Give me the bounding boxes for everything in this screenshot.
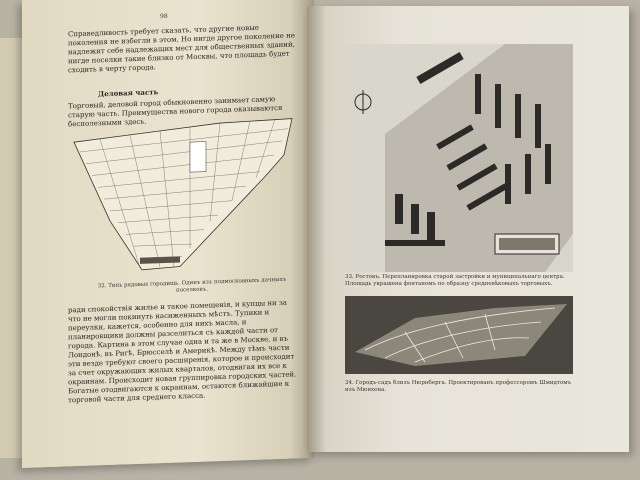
rostock-caption: 33. Ростокъ. Перепланировка старой застройки и муниципальнаго центра. Площадь украшена фонтаномъ по образцу средневѣковыхъ торговыхъ. xyxy=(345,274,565,287)
section-heading: Деловая часть xyxy=(98,87,159,99)
right-page xyxy=(307,6,629,452)
suburb-plan-figure xyxy=(70,114,302,278)
paragraph-2: Торговый, деловой город обыкновенно занимает самую старую часть. Преимущества нового города оказываются бесполезными здесь. xyxy=(68,95,283,129)
left-figure-caption: 32. Типь рядовых городищь. Одинъ изъ подмосковныхъ дачныхъ поселковъ. xyxy=(97,276,287,294)
left-page xyxy=(22,0,314,468)
garden-city-caption: 34. Городъ-садъ близъ Нюрнберга. Проектированъ профессоромъ Шмидтомъ изъ Мюнхена. xyxy=(345,380,572,393)
page-number: 98 xyxy=(160,12,168,21)
garden-city-figure xyxy=(345,296,573,374)
paragraph-3: ради спокойствія жилье и такое помещенія, и купцы ни за что не могли покинуть насиженныхъ мѣстъ. Тупики и переулки, кажется, особенно для нихъ масла, и планировщики должны разселиться съ каждой части от города. Картина в этом случае одна и та же в Москве, и въ Лондонѣ, въ Ригѣ, Брюсселѣ и Америкѣ. Между тѣмъ части эти везде требуют своего расширенія, которое и происходит за счет окружающих жилых кварталов, отодвигая их все к окраинам. Происходит новая группировка городских частей. Богатые отодвигаются к окраинам, остаются ближайшие к торговой части для среднего класса. xyxy=(68,298,297,405)
paragraph-1: Справедливость требует сказать, что другие новые поколения не избегли в этом. Но нигде другое поколение не надлежит себе надлежащих мест для общественных зданий, нигде поселки такие близко от Москвы, что площадь будет сходить в черту города. xyxy=(68,23,295,75)
rostock-plan-figure xyxy=(345,44,573,272)
